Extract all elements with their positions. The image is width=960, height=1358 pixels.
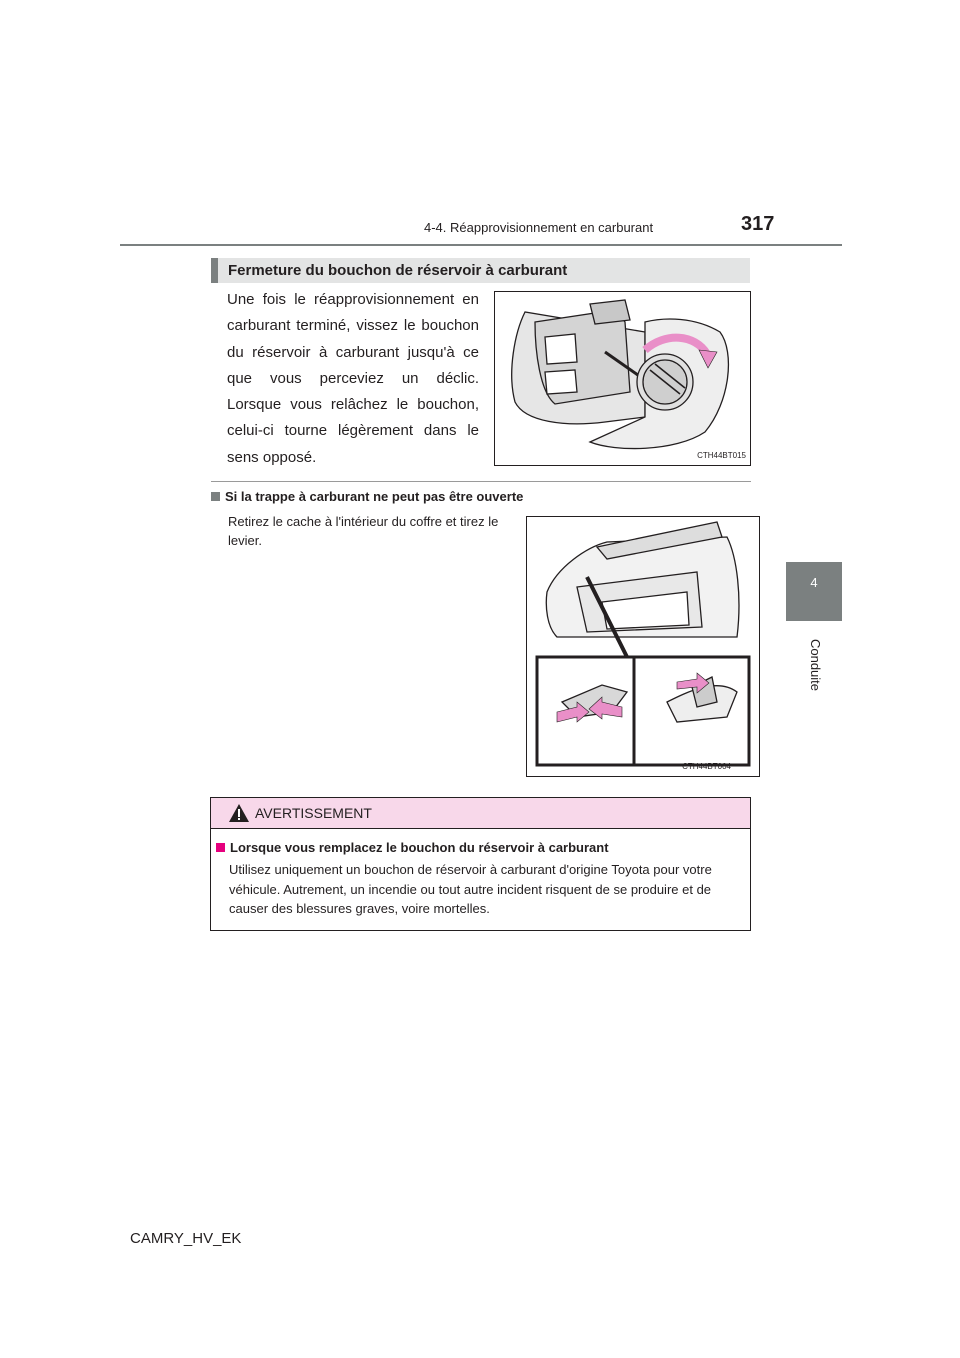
section-divider [211, 481, 751, 482]
chapter-tab [786, 562, 842, 621]
subsection-body-text: Retirez le cache à l'intérieur du coffre et tirez le levier. [228, 514, 499, 548]
warning-title: AVERTISSEMENT [255, 805, 372, 821]
footer-model-code: CAMRY_HV_EK [130, 1230, 242, 1247]
figure-code: CTH44BT004 [682, 762, 731, 771]
page-number: 317 [741, 213, 775, 235]
warning-triangle-icon [228, 803, 250, 823]
figure-code: CTH44BT015 [697, 451, 746, 460]
warning-subheading-text: Lorsque vous remplacez le bouchon du réservoir à carburant [230, 840, 609, 855]
subsection-heading-text: Si la trappe à carburant ne peut pas être ouverte [225, 489, 524, 504]
trunk-lever-illustration [526, 516, 760, 777]
fuel-cap-drawing [495, 292, 750, 465]
warning-subheading [216, 840, 609, 855]
chapter-tab-number: 4 [810, 575, 818, 590]
section-heading [211, 258, 750, 283]
header-rule [120, 244, 842, 246]
header-section-title: 4-4. Réapprovisionnement en carburant [424, 220, 654, 235]
warning-header [211, 798, 750, 829]
fuel-cap-illustration [494, 291, 751, 466]
square-bullet-icon [211, 492, 220, 501]
subsection-heading [211, 489, 523, 504]
section-body-text: Une fois le réapprovisionnement en carburant terminé, vissez le bouchon du réservoir à carburant jusqu'à ce que vous perceviez un déclic. Lorsque vous relâchez le bouchon, celui-ci tourne légèrement dans le sens opposé. [227, 291, 479, 466]
chapter-tab-label: Conduite [808, 638, 823, 692]
warning-box [210, 797, 751, 931]
square-bullet-icon [216, 843, 225, 852]
section-heading-text: Fermeture du bouchon de réservoir à carburant [228, 262, 568, 279]
warning-body-text: Utilisez uniquement un bouchon de réservoir à carburant d'origine Toyota pour votre véhicule. Autrement, un incendie ou tout autre incident risquent de se produire et de causer des blessures graves, voire mortelles. [229, 862, 712, 916]
trunk-lever-drawing [527, 517, 759, 776]
